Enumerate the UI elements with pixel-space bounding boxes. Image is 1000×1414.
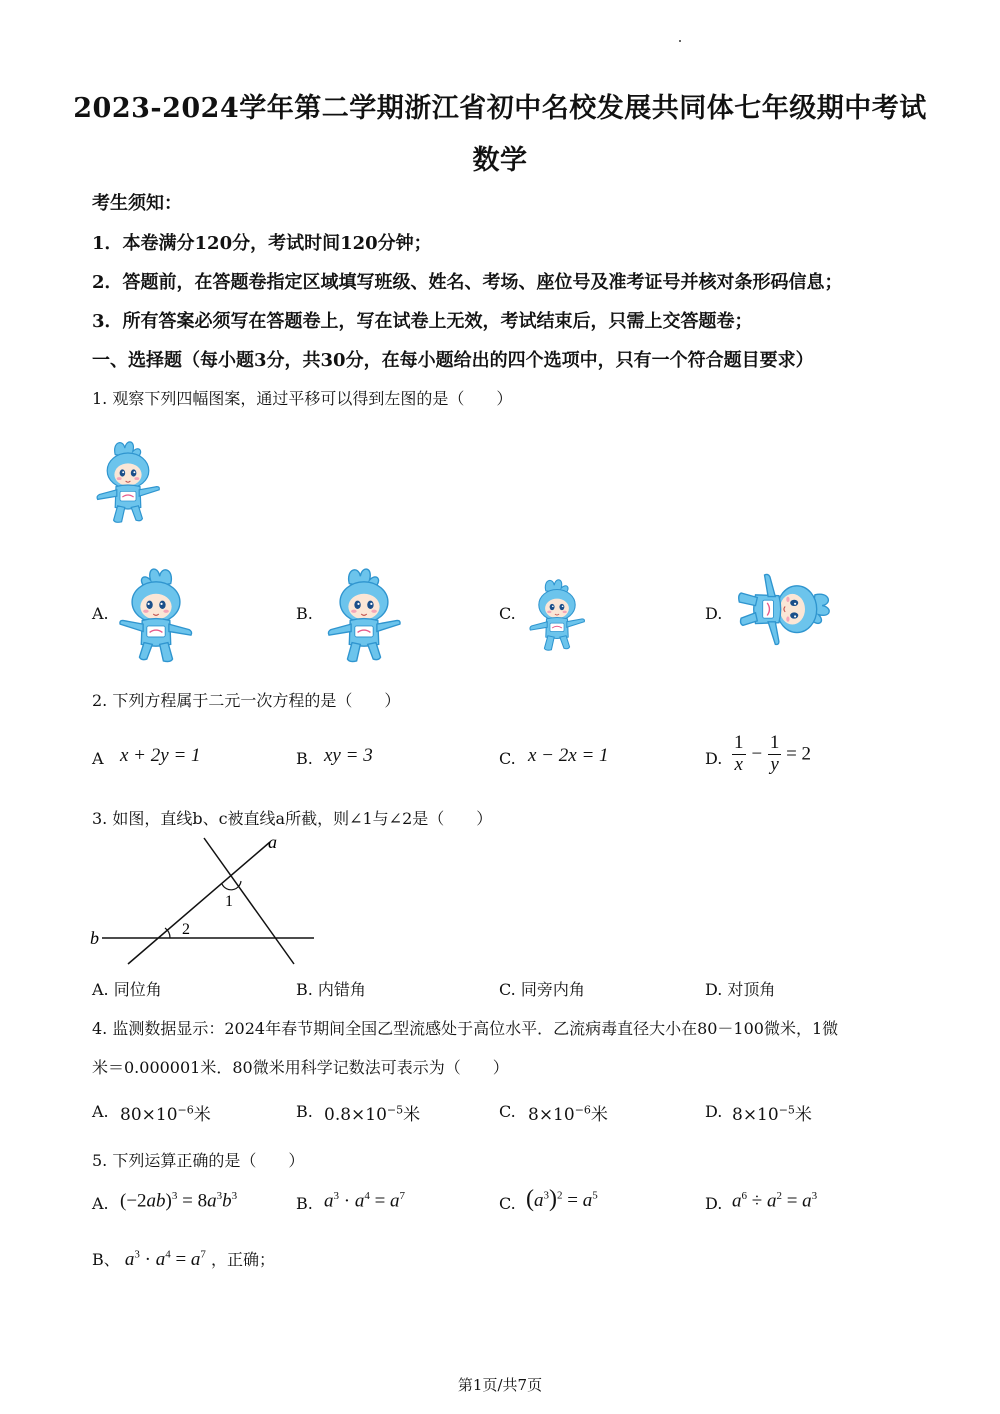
q1-original-figure — [88, 425, 168, 537]
q2-option-d[interactable]: $\frac{1}{x}$ − $\frac{1}{y}$ = 2 — [734, 732, 812, 775]
label-angle-1: 1 — [225, 893, 233, 910]
q4-option-d[interactable]: $8\times 10^{-5}$米 — [732, 1103, 812, 1125]
q1-label-d: D. — [705, 604, 723, 623]
q2-label-b: B. — [296, 749, 313, 768]
q5-option-a[interactable]: $(-2ab)^3 = 8a^3b^3$ — [120, 1190, 238, 1212]
q5-label-d: D. — [705, 1194, 723, 1213]
notice-heading: 考生须知： — [92, 193, 182, 214]
label-a: a — [268, 832, 277, 852]
q2-stem: 2. 下列方程属于二元一次方程的是（ ） — [92, 691, 401, 710]
q2-label-c: C. — [499, 749, 516, 768]
q3-stem: 3. 如图，直线b、c被直线a所截，则∠1与∠2是（ ） — [92, 809, 493, 828]
q5-stem: 5. 下列运算正确的是（ ） — [92, 1151, 305, 1170]
q1-label-b: B. — [296, 604, 313, 623]
q1-label-a: A. — [92, 604, 109, 623]
q2-label-a: A — [92, 749, 104, 768]
q3-option-c[interactable]: C. 同旁内角 — [499, 980, 585, 999]
q2-option-c[interactable]: x − 2x = 1 — [528, 745, 609, 766]
q5-option-d[interactable]: $a^6 \div a^2 = a^3$ — [732, 1190, 818, 1212]
q4-option-c[interactable]: $8\times 10^{-6}$米 — [528, 1103, 608, 1125]
q4-label-c: C. — [499, 1102, 516, 1121]
q4-option-a[interactable]: $80\times 10^{-6}$米 — [120, 1103, 211, 1125]
line-c — [204, 838, 294, 964]
q5-solution: B、 $a^3 \cdot a^4 = a^7$ ，正确； — [92, 1248, 276, 1270]
label-b: b — [90, 928, 99, 948]
notice-item-1: 1．本卷满分120分，考试时间120分钟； — [92, 233, 432, 254]
q1-option-d-figure[interactable] — [728, 566, 846, 656]
line-a — [128, 842, 270, 964]
label-angle-2: 2 — [182, 921, 190, 938]
scan-dot — [679, 40, 681, 42]
q1-label-c: C. — [499, 604, 516, 623]
q4-label-d: D. — [705, 1102, 723, 1121]
q2-d-fraction-2: $\frac{1}{y}$ — [769, 732, 780, 775]
page-footer: 第1页/共7页 — [457, 1376, 543, 1394]
q2-d-fraction-1: $\frac{1}{x}$ — [734, 732, 744, 775]
q4-option-b[interactable]: $0.8\times 10^{-5}$米 — [324, 1103, 421, 1125]
q5-label-b: B. — [296, 1194, 313, 1213]
q5-label-a: A. — [92, 1194, 109, 1213]
notice-item-3: 3．所有答案必须写在答题卷上，写在试卷上无效，考试结束后，只需上交答题卷； — [92, 311, 753, 332]
q3-option-a[interactable]: A. 同位角 — [92, 980, 162, 999]
q1-stem: 1. 观察下列四幅图案，通过平移可以得到左图的是（ ） — [92, 389, 513, 408]
q2-option-b[interactable]: xy = 3 — [324, 745, 373, 766]
q3-figure — [88, 832, 328, 972]
q1-option-b-figure[interactable] — [318, 558, 410, 670]
subject-title: 数学 — [472, 145, 528, 176]
q1-option-a-figure[interactable] — [110, 558, 202, 670]
q2-option-a[interactable]: x + 2y = 1 — [120, 745, 201, 766]
q3-option-d[interactable]: D. 对顶角 — [705, 980, 776, 999]
exam-title: 2023-2024学年第二学期浙江省初中名校发展共同体七年级期中考试 — [73, 93, 927, 124]
q4-label-b: B. — [296, 1102, 313, 1121]
section-1-heading: 一、选择题（每小题3分，共30分，在每小题给出的四个选项中，只有一个符合题目要求） — [92, 350, 814, 371]
q4-stem-line-2: 米＝0.000001米．80微米用科学记数法可表示为（ ） — [92, 1058, 509, 1077]
q5-option-b[interactable]: $a^3 \cdot a^4 = a^7$ — [324, 1190, 406, 1212]
q5-option-c[interactable]: $(a^3)^2 = a^5$ — [526, 1186, 598, 1212]
q2-label-d: D. — [705, 749, 723, 768]
notice-item-2: 2．答题前，在答题卷指定区域填写班级、姓名、考场、座位号及准考证号并核对条形码信息； — [92, 272, 843, 293]
q4-label-a: A. — [92, 1102, 109, 1121]
q4-stem-line-1: 4. 监测数据显示：2024年春节期间全国乙型流感处于高位水平．乙流病毒直径大小在80－100微米，1微 — [92, 1019, 839, 1038]
q3-option-b[interactable]: B. 内错角 — [296, 980, 366, 999]
q1-option-c-figure[interactable] — [522, 570, 592, 658]
q5-label-c: C. — [499, 1194, 516, 1213]
